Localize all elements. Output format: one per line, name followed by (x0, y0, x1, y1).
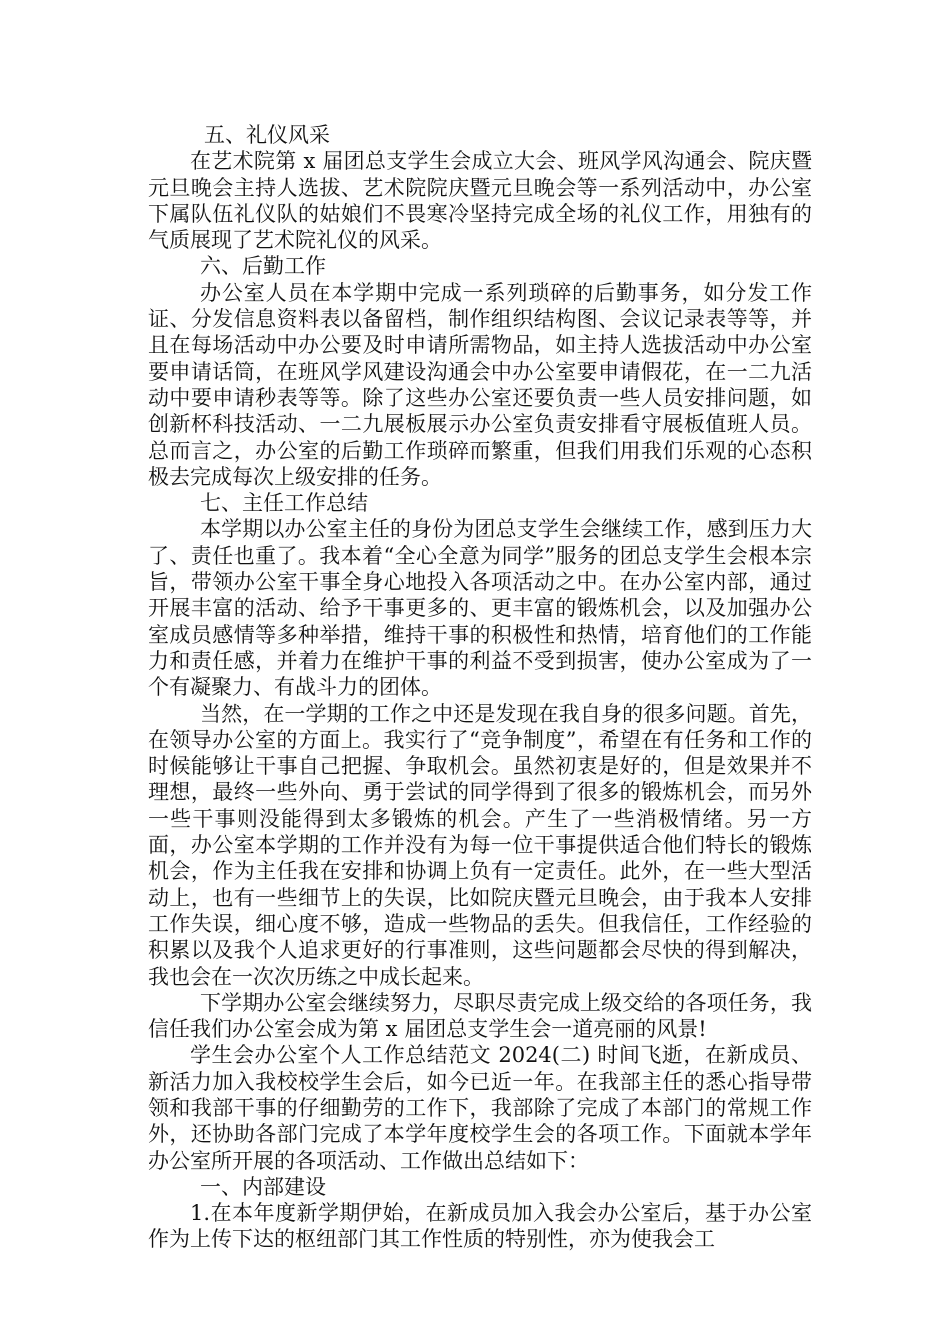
section-heading-director-summary: 七、主任工作总结 (200, 491, 368, 516)
section-heading-logistics: 六、后勤工作 (200, 254, 326, 279)
paragraph-internal-construction: 1.在本年度新学期伊始，在新成员加入我会办公室后，基于办公室作为上传下达的枢纽部门其工作性质的特别性，亦为使我会工 (148, 1201, 812, 1252)
section-heading-etiquette: 五、礼仪风采 (204, 123, 330, 147)
document-body (148, 122, 812, 1253)
section-heading-internal-construction: 一、内部建设 (200, 1174, 326, 1199)
paragraph-article2-intro: 学生会办公室个人工作总结范文 2024(二) 时间飞逝，在新成员、新活力加入我校校学生会后，如今已近一年。在我部主任的悉心指导带领和我部干事的仔细勤劳的工作下，我部除了完成了本部门的常规工作外，还协助各部门完成了本学年度校学生会的各项工作。下面就本学年办公室所开展的各项活动、工作做出总结如下： (148, 1043, 812, 1173)
paragraph-director-summary-3: 下学期办公室会继续努力，尽职尽责完成上级交给的各项任务，我信任我们办公室会成为第 x 届团总支学生会一道亮丽的风景! (148, 990, 812, 1042)
paragraph-director-summary-2: 当然，在一学期的工作之中还是发现在我自身的很多问题。首先，在领导办公室的方面上。我实行了“竞争制度”，希望在有任务和工作的时候能够让干事自己把握、争取机会。虽然初衷是好的，但是效果并不理想，最终一些外向、勇于尝试的同学得到了很多的锻炼机会，而另外一些干事则没能得到太多锻炼的机会。产生了一些消极情绪。另一方面，办公室本学期的工作并没有为每一位干事提供适合他们特长的锻炼机会，作为主任我在安排和协调上负有一定责任。此外，在一些大型活动上，也有一些细节上的失误，比如院庆暨元旦晚会，由于我本人安排工作失误，细心度不够，造成一些物品的丢失。但我信任，工作经验的积累以及我个人追求更好的行事准则，这些问题都会尽快的得到解决，我也会在一次次历练之中成长起来。 (148, 701, 812, 989)
paragraph-director-summary-1: 本学期以办公室主任的身份为团总支学生会继续工作，感到压力大了、责任也重了。我本着“全心全意为同学”服务的团总支学生会根本宗旨，带领办公室干事全身心地投入各项活动之中。在办公室内部，通过开展丰富的活动、给予干事更多的、更丰富的锻炼机会，以及加强办公室成员感情等多种举措，维持干事的积极性和热情，培育他们的工作能力和责任感，并着力在维护干事的利益不受到损害，使办公室成为了一个有凝聚力、有战斗力的团体。 (148, 517, 812, 700)
paragraph-logistics: 办公室人员在本学期中完成一系列琐碎的后勤事务，如分发工作证、分发信息资料表以备留档，制作组织结构图、会议记录表等等，并且在每场活动中办公要及时申请所需物品，如主持人选拔活动中办公室要申请话筒，在班风学风建设沟通会中办公室要申请假花，在一二九活动中要申请秒表等等。除了这些办公室还要负责一些人员安排问题，如创新杯科技活动、一二九展板展示办公室负责安排看守展板值班人员。总而言之，办公室的后勤工作琐碎而繁重，但我们用我们乐观的心态积极去完成每次上级安排的任务。 (148, 280, 812, 489)
paragraph-etiquette: 在艺术院第 x 届团总支学生会成立大会、班风学风沟通会、院庆暨元旦晚会主持人选拔、艺术院院庆暨元旦晚会等一系列活动中，办公室下属队伍礼仪队的姑娘们不畏寒冷坚持完成全场的礼仪工作，用独有的气质展现了艺术院礼仪的风采。 (148, 149, 812, 253)
